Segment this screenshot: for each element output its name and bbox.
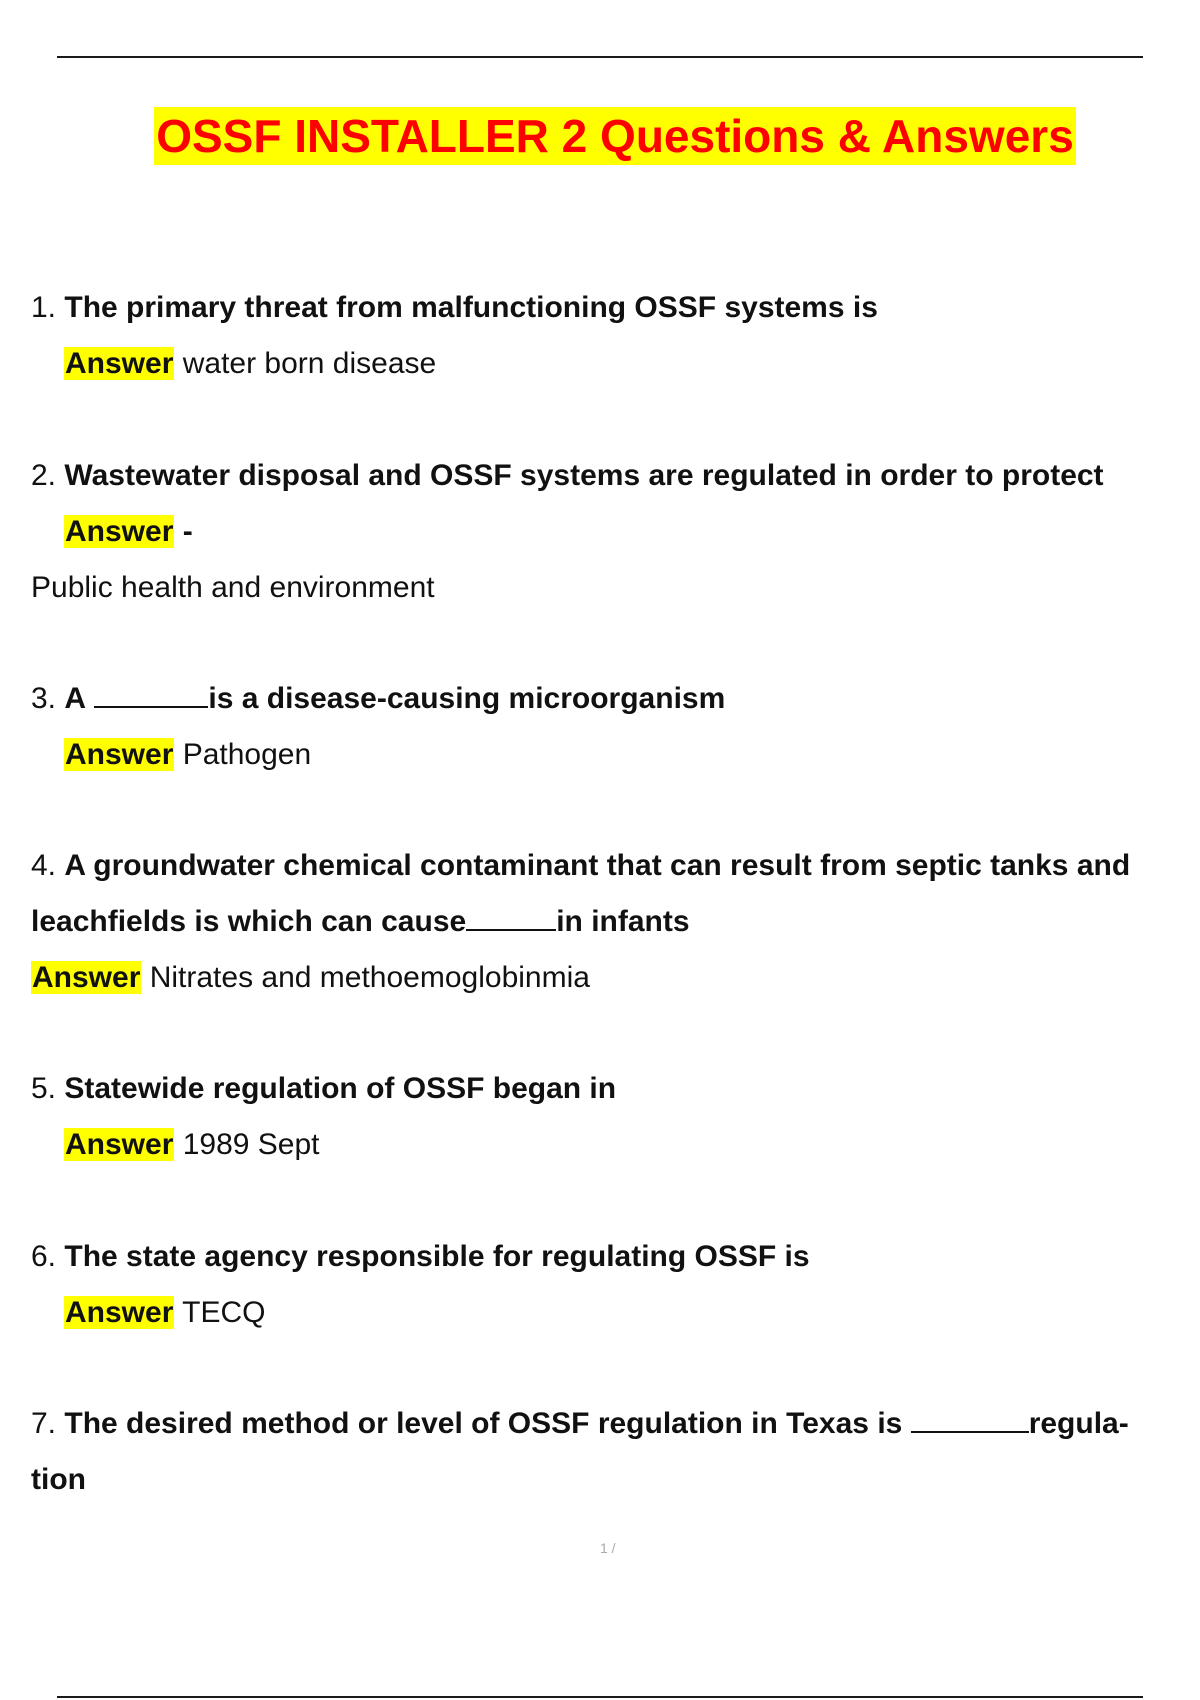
answer-text: TECQ	[182, 1296, 266, 1329]
question-3	[31, 679, 725, 719]
question-text-after: is a disease-causing microorganism	[208, 682, 726, 715]
page-number: 1 /	[600, 1540, 616, 1556]
question-6	[31, 1237, 810, 1277]
question-text-continued: tion	[31, 1463, 86, 1496]
question-text: The state agency responsible for regulating OSSF is	[64, 1240, 810, 1273]
answer-text: water born disease	[182, 347, 437, 380]
top-rule	[57, 56, 1143, 58]
question-text-before: The desired method or level of OSSF regulation in Texas is	[64, 1407, 903, 1440]
question-5	[31, 1069, 616, 1109]
answer-3	[64, 735, 311, 775]
answer-1	[64, 344, 436, 384]
answer-2	[31, 568, 435, 608]
question-text-before: A	[64, 682, 87, 715]
answer-label: Answer	[65, 738, 174, 771]
title-container	[0, 107, 1200, 165]
question-text: Statewide regulation of OSSF began in	[64, 1072, 617, 1105]
question-number: 7.	[31, 1407, 57, 1440]
question-number: 1.	[31, 291, 57, 324]
fill-in-blank	[94, 680, 208, 708]
question-number: 4.	[31, 849, 57, 882]
answer-text: Pathogen	[182, 738, 312, 771]
answer-dash: -	[182, 515, 193, 548]
answer-label: Answer	[65, 1296, 174, 1329]
document-title: OSSF INSTALLER 2 Questions & Answers	[154, 107, 1076, 165]
answer-label: Answer	[65, 1128, 174, 1161]
answer-6	[64, 1293, 266, 1333]
question-text-after: regula-	[1028, 1407, 1129, 1440]
question-4-line-1	[31, 846, 1130, 886]
question-2	[31, 456, 1104, 496]
answer-2-label-line	[64, 512, 193, 552]
answer-text: Public health and environment	[31, 571, 435, 604]
question-text: Wastewater disposal and OSSF systems are regulated in order to protect	[64, 459, 1104, 492]
fill-in-blank	[466, 903, 556, 931]
question-1	[31, 288, 878, 328]
question-number: 3.	[31, 682, 57, 715]
fill-in-blank	[911, 1405, 1029, 1433]
question-text: The primary threat from malfunctioning OSSF systems is	[64, 291, 878, 324]
question-number: 5.	[31, 1072, 57, 1105]
bottom-rule	[57, 1696, 1143, 1698]
question-7-line-1	[31, 1404, 1129, 1444]
answer-label: Answer	[32, 961, 141, 994]
answer-label: Answer	[65, 515, 174, 548]
answer-text: Nitrates and methoemoglobinmia	[149, 961, 590, 994]
question-4-line-2	[31, 902, 690, 942]
answer-text: 1989 Sept	[182, 1128, 320, 1161]
question-text: A groundwater chemical contaminant that can result from septic tanks and	[64, 849, 1131, 882]
question-text-after: in infants	[556, 905, 690, 938]
question-number: 6.	[31, 1240, 57, 1273]
question-7-line-2	[31, 1460, 86, 1500]
answer-4	[31, 958, 590, 998]
question-number: 2.	[31, 459, 57, 492]
answer-5	[64, 1125, 320, 1165]
answer-label: Answer	[65, 347, 174, 380]
question-text-before: leachfields is which can cause	[31, 905, 467, 938]
